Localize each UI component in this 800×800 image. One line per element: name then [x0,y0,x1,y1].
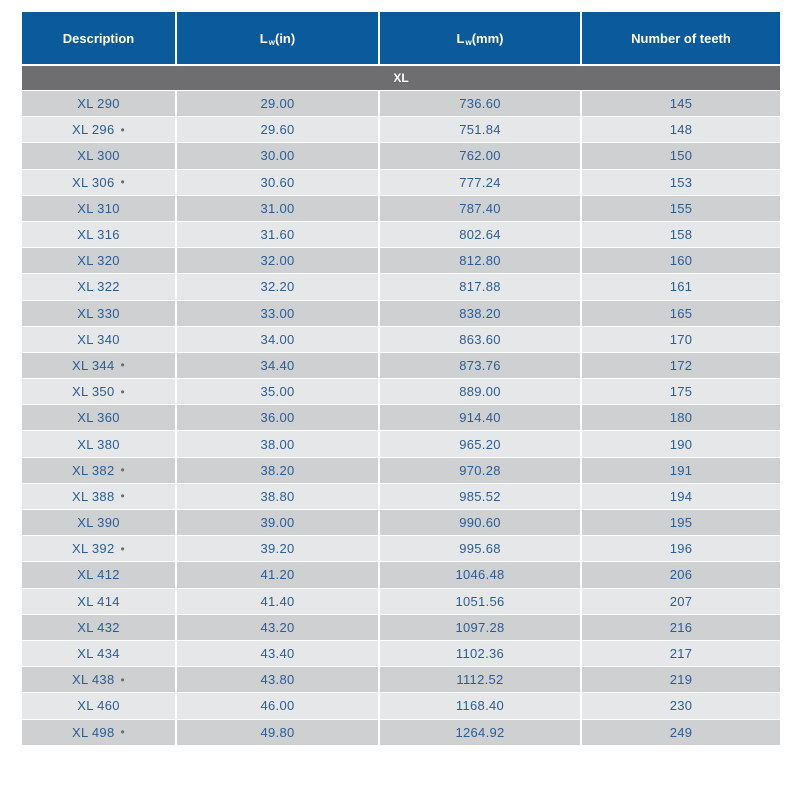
cell-description-value: XL 310 [77,200,120,216]
cell-description-value: XL 412 [77,567,120,583]
cell-length-mm [378,274,580,299]
bullet-icon: • [120,384,126,399]
cell-teeth [580,484,780,509]
cell-description [22,248,175,273]
table-row [22,326,780,352]
cell-description-value: XL 306 [71,174,115,190]
cell-length-mm [378,405,580,430]
cell-teeth [580,615,780,640]
cell-length-in [175,327,378,352]
header-length-mm-subscript: w [465,37,472,47]
cell-length-mm [378,379,580,404]
cell-description [22,405,175,430]
cell-length-mm [378,431,580,456]
cell-teeth [580,222,780,247]
bullet-icon: • [120,463,126,478]
header-length-mm-L: L [456,30,465,46]
cell-description-value: XL 344 [71,357,115,373]
cell-length-in-value: 46.00 [260,698,295,714]
cell-length-mm [378,248,580,273]
header-length-in-unit: (in) [274,30,296,46]
cell-description [22,196,175,221]
cell-length-in-value: 29.00 [260,96,295,112]
cell-teeth-value: 150 [669,148,693,164]
cell-length-in [175,667,378,692]
cell-length-in-value: 30.00 [260,148,295,164]
cell-description [22,458,175,483]
cell-description [22,589,175,614]
cell-length-in [175,431,378,456]
cell-description [22,641,175,666]
cell-description [22,117,175,142]
cell-length-in-value: 43.80 [260,672,295,688]
cell-length-in-value: 31.60 [260,227,295,243]
cell-description [22,353,175,378]
table-row [22,221,780,247]
cell-length-mm-value: 1264.92 [455,724,505,740]
cell-description [22,143,175,168]
cell-length-in [175,301,378,326]
cell-length-mm [378,91,580,116]
cell-length-in [175,248,378,273]
cell-description-value: XL 290 [77,96,120,112]
header-teeth-label: Number of teeth [631,30,731,46]
table-row [22,509,780,535]
cell-description [22,379,175,404]
cell-description [22,222,175,247]
cell-length-in-value: 49.80 [260,724,295,740]
cell-description-value: XL 320 [77,253,120,269]
cell-teeth [580,589,780,614]
cell-teeth [580,536,780,561]
cell-length-mm-value: 1046.48 [455,567,505,583]
table-row [22,352,780,378]
cell-length-in [175,615,378,640]
table-row [22,404,780,430]
table-row [22,588,780,614]
cell-teeth-value: 160 [669,253,693,269]
table-row [22,90,780,116]
cell-length-mm [378,562,580,587]
cell-description [22,720,175,745]
bullet-icon: • [120,489,126,504]
cell-length-mm-value: 985.52 [459,488,501,504]
table-row [22,169,780,195]
cell-length-in [175,379,378,404]
table-header [22,12,780,64]
cell-description-value: XL 388 [71,488,115,504]
cell-length-in [175,170,378,195]
cell-length-mm-value: 1051.56 [455,593,505,609]
cell-teeth-value: 158 [669,227,693,243]
cell-teeth [580,720,780,745]
cell-length-mm-value: 777.24 [459,174,501,190]
cell-teeth-value: 219 [669,672,693,688]
header-description [22,12,175,64]
cell-description-value: XL 350 [71,384,115,400]
cell-teeth-value: 230 [669,698,693,714]
cell-description [22,536,175,561]
cell-length-in [175,693,378,718]
cell-teeth [580,170,780,195]
cell-teeth-value: 195 [669,515,693,531]
cell-length-in-value: 38.20 [260,462,295,478]
cell-length-in-value: 34.40 [260,357,295,373]
cell-teeth-value: 153 [669,174,693,190]
table-row [22,666,780,692]
cell-length-in [175,196,378,221]
cell-length-mm-value: 787.40 [459,200,501,216]
cell-teeth-value: 190 [669,436,693,452]
cell-teeth-value: 175 [669,384,693,400]
cell-teeth [580,431,780,456]
cell-length-mm-value: 995.68 [459,541,501,557]
table-row [22,457,780,483]
cell-teeth [580,693,780,718]
cell-teeth [580,562,780,587]
cell-length-in-value: 39.20 [260,541,295,557]
cell-length-mm-value: 762.00 [459,148,501,164]
cell-description-value: XL 460 [77,698,120,714]
cell-length-mm-value: 812.80 [459,253,501,269]
cell-length-in [175,91,378,116]
header-length-mm-unit: (mm) [471,30,504,46]
cell-length-in [175,720,378,745]
cell-description-value: XL 322 [77,279,120,295]
cell-description [22,510,175,535]
cell-teeth-value: 180 [669,410,693,426]
bullet-icon: • [120,672,126,687]
cell-length-in-value: 36.00 [260,410,295,426]
cell-teeth-value: 170 [669,331,693,347]
cell-length-mm-value: 873.76 [459,357,501,373]
cell-length-mm-value: 736.60 [459,96,501,112]
cell-length-in-value: 34.00 [260,331,295,347]
table-body [22,90,780,745]
header-length-in-subscript: w [268,37,275,47]
cell-description [22,431,175,456]
cell-teeth [580,91,780,116]
cell-length-mm-value: 1112.52 [456,672,504,688]
cell-teeth [580,274,780,299]
cell-length-in-value: 41.20 [260,567,295,583]
cell-teeth-value: 196 [669,541,693,557]
cell-length-mm [378,484,580,509]
cell-length-mm-value: 914.40 [459,410,501,426]
cell-length-mm [378,720,580,745]
cell-length-in-value: 39.00 [260,515,295,531]
cell-teeth-value: 206 [669,567,693,583]
cell-length-mm [378,641,580,666]
cell-length-in-value: 38.80 [260,488,295,504]
cell-teeth [580,248,780,273]
cell-description-value: XL 432 [77,619,120,635]
cell-description-value: XL 434 [77,646,120,662]
cell-length-mm-value: 1168.40 [455,698,505,714]
cell-description [22,91,175,116]
cell-description [22,301,175,326]
cell-length-mm-value: 1097.28 [455,619,505,635]
cell-description [22,562,175,587]
cell-length-in [175,641,378,666]
cell-length-in [175,274,378,299]
header-teeth [580,12,780,64]
cell-teeth-value: 249 [669,724,693,740]
cell-length-mm [378,301,580,326]
cell-description-value: XL 392 [71,541,115,557]
cell-length-in [175,353,378,378]
cell-length-in-value: 43.40 [260,646,295,662]
cell-length-mm [378,327,580,352]
cell-length-mm [378,667,580,692]
cell-length-mm-value: 751.84 [459,122,501,138]
table-row [22,692,780,718]
table-row [22,300,780,326]
cell-length-mm [378,222,580,247]
cell-length-in [175,562,378,587]
header-length-mm [378,12,580,64]
table-row [22,195,780,221]
cell-description [22,615,175,640]
cell-length-mm [378,117,580,142]
table-row [22,535,780,561]
belt-length-table [22,12,780,745]
group-heading-label: XL [393,71,409,85]
cell-teeth [580,510,780,535]
cell-description-value: XL 296 [71,122,115,138]
cell-length-mm [378,143,580,168]
cell-length-in [175,222,378,247]
cell-length-in [175,143,378,168]
table-row [22,483,780,509]
cell-length-in [175,405,378,430]
cell-length-in-value: 32.00 [260,253,295,269]
cell-teeth [580,405,780,430]
table-row [22,614,780,640]
cell-length-mm [378,170,580,195]
cell-length-in-value: 29.60 [260,122,295,138]
cell-description-value: XL 300 [77,148,120,164]
cell-description-value: XL 382 [71,462,115,478]
table-row [22,116,780,142]
cell-description-value: XL 380 [77,436,120,452]
cell-teeth [580,196,780,221]
cell-teeth [580,458,780,483]
cell-teeth-value: 217 [669,646,693,662]
bullet-icon: • [120,541,126,556]
cell-length-mm [378,458,580,483]
cell-length-mm [378,615,580,640]
cell-teeth-value: 172 [669,357,693,373]
cell-length-in [175,510,378,535]
cell-teeth-value: 155 [669,200,693,216]
cell-teeth-value: 161 [669,279,693,295]
cell-length-mm [378,536,580,561]
cell-description [22,170,175,195]
cell-length-mm-value: 838.20 [459,305,501,321]
cell-teeth-value: 216 [669,619,693,635]
table-row [22,273,780,299]
cell-length-mm [378,196,580,221]
cell-length-in-value: 35.00 [260,384,295,400]
cell-description-value: XL 390 [77,515,120,531]
header-length-in [175,12,378,64]
cell-length-in-value: 31.00 [260,200,295,216]
cell-teeth [580,327,780,352]
cell-length-in [175,484,378,509]
cell-length-mm-value: 863.60 [459,331,501,347]
cell-length-mm-value: 965.20 [459,436,501,452]
cell-length-in-value: 43.20 [260,619,295,635]
group-heading [22,64,780,90]
cell-description-value: XL 330 [77,305,120,321]
cell-length-in [175,589,378,614]
cell-length-in-value: 30.60 [260,174,295,190]
cell-length-in [175,117,378,142]
cell-description-value: XL 340 [77,331,120,347]
bullet-icon: • [120,122,126,137]
cell-length-mm-value: 970.28 [459,462,501,478]
cell-teeth [580,379,780,404]
table-row [22,719,780,745]
cell-length-mm-value: 817.88 [459,279,501,295]
cell-description-value: XL 316 [77,227,120,243]
cell-description-value: XL 438 [71,672,115,688]
cell-teeth [580,353,780,378]
cell-teeth [580,117,780,142]
table-row [22,430,780,456]
cell-length-in-value: 32.20 [260,279,295,295]
cell-description [22,693,175,718]
bullet-icon: • [120,725,126,740]
table-row [22,561,780,587]
cell-length-in-value: 38.00 [260,436,295,452]
cell-description [22,327,175,352]
cell-teeth [580,641,780,666]
cell-length-in [175,458,378,483]
cell-length-mm [378,510,580,535]
cell-length-mm [378,353,580,378]
cell-teeth [580,667,780,692]
cell-teeth [580,301,780,326]
cell-length-mm-value: 802.64 [459,227,501,243]
cell-teeth [580,143,780,168]
bullet-icon: • [120,358,126,373]
cell-description [22,667,175,692]
bullet-icon: • [120,175,126,190]
cell-description-value: XL 414 [77,593,120,609]
cell-teeth-value: 194 [669,488,693,504]
cell-length-mm-value: 990.60 [459,515,501,531]
cell-description [22,274,175,299]
cell-length-in [175,536,378,561]
cell-length-in-value: 41.40 [260,593,295,609]
cell-length-mm [378,589,580,614]
table-row [22,640,780,666]
header-length-in-L: L [259,30,268,46]
cell-length-mm-value: 889.00 [459,384,501,400]
cell-length-in-value: 33.00 [260,305,295,321]
cell-description-value: XL 360 [77,410,120,426]
cell-description-value: XL 498 [71,724,115,740]
cell-teeth-value: 148 [669,122,693,138]
table-row [22,142,780,168]
cell-teeth-value: 191 [669,462,693,478]
cell-length-mm [378,693,580,718]
table-row [22,247,780,273]
cell-teeth-value: 145 [669,96,693,112]
cell-length-mm-value: 1102.36 [455,646,505,662]
header-description-label: Description [62,30,135,46]
table-row [22,378,780,404]
cell-teeth-value: 207 [669,593,693,609]
cell-description [22,484,175,509]
cell-teeth-value: 165 [669,305,693,321]
